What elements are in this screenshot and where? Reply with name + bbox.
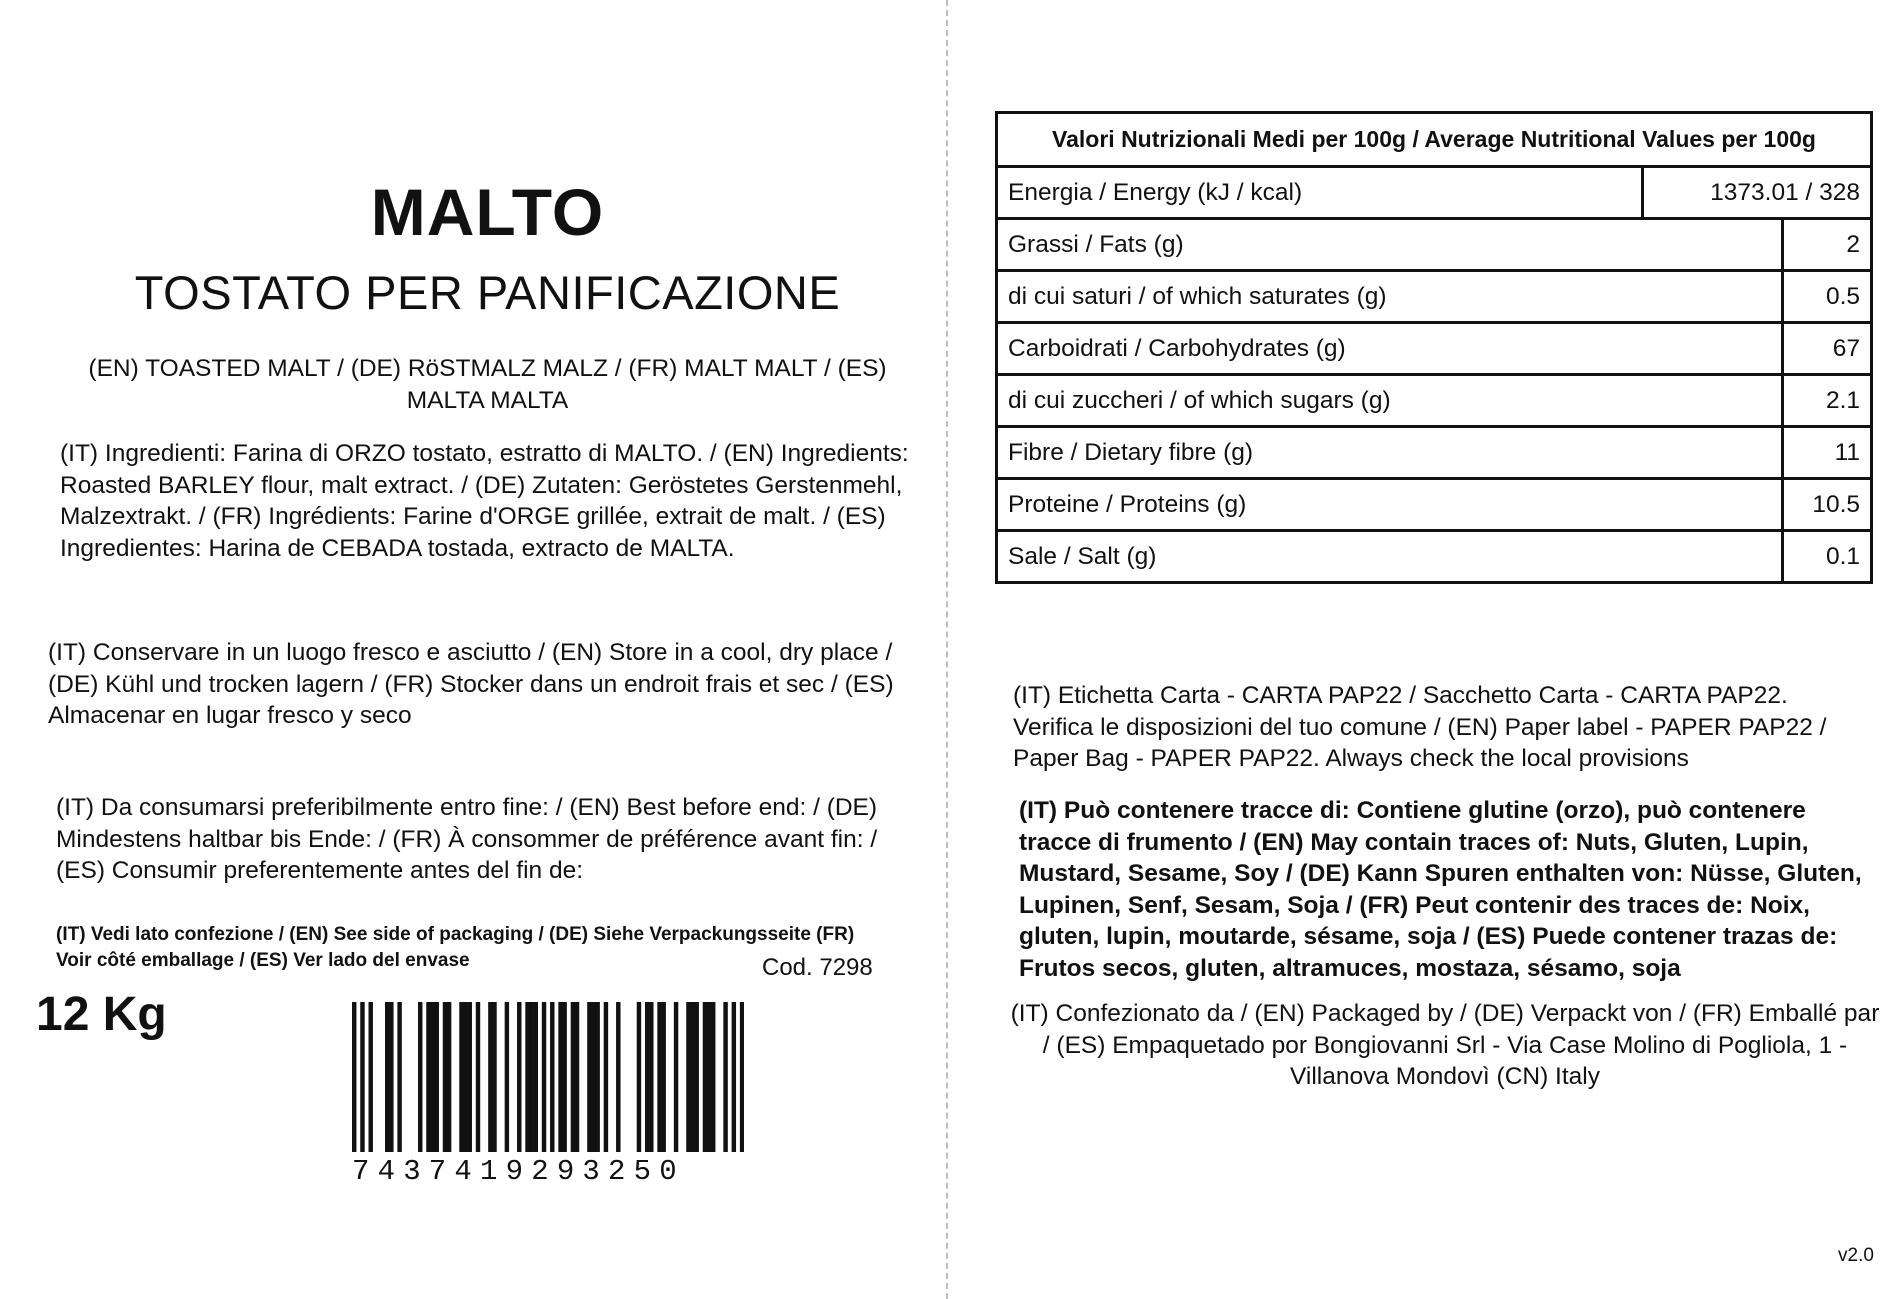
barcode-bar <box>649 1002 653 1152</box>
barcode-bar <box>525 1002 529 1152</box>
barcode-bar <box>637 1002 641 1152</box>
nutrition-row <box>997 427 1872 479</box>
barcode-bar <box>591 1002 595 1152</box>
nutrition-value: 0.5 <box>1783 271 1872 323</box>
barcode-bar <box>360 1002 364 1152</box>
barcode-bar <box>604 1002 608 1152</box>
barcode-bar <box>711 1002 715 1152</box>
barcode-bar <box>740 1002 744 1152</box>
barcode-bar <box>550 1002 554 1152</box>
nutrition-row <box>997 219 1872 271</box>
nutrition-value: 2.1 <box>1783 375 1872 427</box>
barcode-bar <box>385 1002 389 1152</box>
nutrition-value: 67 <box>1783 323 1872 375</box>
nutrition-label: Carboidrati / Carbohydrates (g) <box>997 323 1783 375</box>
barcode-bar <box>389 1002 393 1152</box>
nutrition-header: Valori Nutrizionali Medi per 100g / Average Nutritional Values per 100g <box>997 113 1872 167</box>
nutrition-value: 10.5 <box>1783 479 1872 531</box>
storage-text: (IT) Conservare in un luogo fresco e asciutto / (EN) Store in a cool, dry place / (DE) Kühl und trocken lagern / (FR) Stocker dans un endroit frais et sec / (ES) Almacenar en lugar fresco y seco <box>48 639 894 729</box>
barcode-bar <box>707 1002 711 1152</box>
side-of-packaging-text: (IT) Vedi lato confezione / (EN) See side of packaging / (DE) Siehe Verpackungsseite (FR) Voir côté emballage / (ES) Ver lado del envase <box>56 924 855 971</box>
barcode-bar <box>435 1002 439 1152</box>
packaging-disposal-text: (IT) Etichetta Carta - CARTA PAP22 / Sacchetto Carta - CARTA PAP22. Verifica le disposizioni del tuo comune / (EN) Paper label - PAPER PAP22 / Paper Bag - PAPER PAP22. Always check the local provisions <box>1013 682 1827 772</box>
barcode-bar <box>703 1002 707 1152</box>
barcode-bar <box>505 1002 509 1152</box>
barcode-bar <box>430 1002 434 1152</box>
barcode-bar <box>463 1002 467 1152</box>
barcode-bar <box>492 1002 496 1152</box>
product-code: Cod. 7298 <box>762 954 873 981</box>
nutrition-row <box>997 531 1872 583</box>
barcode-bar <box>488 1002 492 1152</box>
barcode-bar <box>558 1002 562 1152</box>
barcode-bar <box>575 1002 579 1152</box>
nutrition-label: Grassi / Fats (g) <box>997 219 1783 271</box>
allergens-text: (IT) Può contenere tracce di: Contiene glutine (orzo), può contenere tracce di frumento / (EN) May contain traces of: Nuts, Gluten, Lupin, Mustard, Sesame, Soy / (DE) Kann Spuren enthalten von: Nüsse, Gluten, Lupinen, Senf, Sesam, Soja / (FR) Peut contenir des traces de: Noix, gluten, lupin, moutarde, sésame, soja / (ES) Puede contener trazas de: Frutos secos, gluten, altramuces, mostaza, sésamo, soja <box>1019 797 1862 982</box>
label-version: v2.0 <box>1838 1245 1874 1266</box>
nutrition-header-row <box>997 113 1872 167</box>
packer-info: (IT) Confezionato da / (EN) Packaged by / (DE) Verpackt von / (FR) Emballé par / (ES) Empaquetado por Bongiovanni Srl - Via Case Molino di Pogliola, 1 - Villanova Mondovì (CN) Italy <box>1010 1000 1880 1090</box>
barcode-image <box>352 1002 744 1152</box>
barcode-bar <box>517 1002 521 1152</box>
barcode-bar <box>571 1002 575 1152</box>
barcode-bar <box>690 1002 694 1152</box>
product-title: MALTO <box>370 175 605 249</box>
barcode-bar <box>369 1002 373 1152</box>
barcode-bar <box>661 1002 665 1152</box>
barcode-bar <box>616 1002 620 1152</box>
barcode-bar <box>447 1002 451 1152</box>
barcode-bar <box>459 1002 463 1152</box>
barcode-bar <box>732 1002 736 1152</box>
nutrition-value: 0.1 <box>1783 531 1872 583</box>
barcode-bar <box>418 1002 422 1152</box>
nutrition-label: di cui saturi / of which saturates (g) <box>997 271 1783 323</box>
nutrition-row <box>997 479 1872 531</box>
barcode-bar <box>645 1002 649 1152</box>
barcode-bar <box>534 1002 538 1152</box>
barcode-bar <box>694 1002 698 1152</box>
net-weight: 12 Kg <box>36 988 167 1041</box>
barcode-bar <box>476 1002 480 1152</box>
barcode-bar <box>443 1002 447 1152</box>
barcode-bar <box>426 1002 430 1152</box>
nutrition-value: 1373.01 / 328 <box>1642 167 1871 219</box>
barcode-bar <box>674 1002 678 1152</box>
best-before-text: (IT) Da consumarsi preferibilmente entro fine: / (EN) Best before end: / (DE) Mindestens haltbar bis Ende: / (FR) À consommer de préférence avant fin: / (ES) Consumir preferentemente antes del fin de: <box>56 794 878 884</box>
barcode-bar <box>397 1002 401 1152</box>
translated-names: (EN) TOASTED MALT / (DE) RöSTMALZ MALZ / (FR) MALT MALT / (ES) MALTA MALTA <box>88 355 887 414</box>
barcode-bar <box>657 1002 661 1152</box>
nutrition-value: 11 <box>1783 427 1872 479</box>
nutrition-label: Energia / Energy (kJ / kcal) <box>997 167 1643 219</box>
barcode-bar <box>723 1002 727 1152</box>
barcode-bar <box>587 1002 591 1152</box>
product-subtitle: TOSTATO PER PANIFICAZIONE <box>134 266 841 319</box>
nutrition-label: Proteine / Proteins (g) <box>997 479 1783 531</box>
barcode-bar <box>595 1002 599 1152</box>
nutrition-table <box>995 111 1873 584</box>
barcode-bar <box>562 1002 566 1152</box>
nutrition-row <box>997 323 1872 375</box>
barcode-bar <box>352 1002 356 1152</box>
nutrition-value: 2 <box>1783 219 1872 271</box>
nutrition-row <box>997 167 1872 219</box>
barcode-bar <box>686 1002 690 1152</box>
barcode-digits: 7437419293250 <box>352 1155 685 1188</box>
ingredients-text: (IT) Ingredienti: Farina di ORZO tostato, estratto di MALTO. / (EN) Ingredients: Roasted BARLEY flour, malt extract. / (DE) Zutaten: Geröstetes Gerstenmehl, Malzextrakt. / (FR) Ingrédients: Farine d'ORGE grillée, extrait de malt. / (ES) Ingredientes: Harina de CEBADA tostada, extracto de MALTA. <box>60 440 909 562</box>
barcode-bar <box>468 1002 472 1152</box>
barcode-bar <box>542 1002 546 1152</box>
nutrition-label: Fibre / Dietary fibre (g) <box>997 427 1783 479</box>
nutrition-row <box>997 375 1872 427</box>
nutrition-label: di cui zuccheri / of which sugars (g) <box>997 375 1783 427</box>
nutrition-label: Sale / Salt (g) <box>997 531 1783 583</box>
nutrition-row <box>997 271 1872 323</box>
barcode-bar <box>529 1002 533 1152</box>
